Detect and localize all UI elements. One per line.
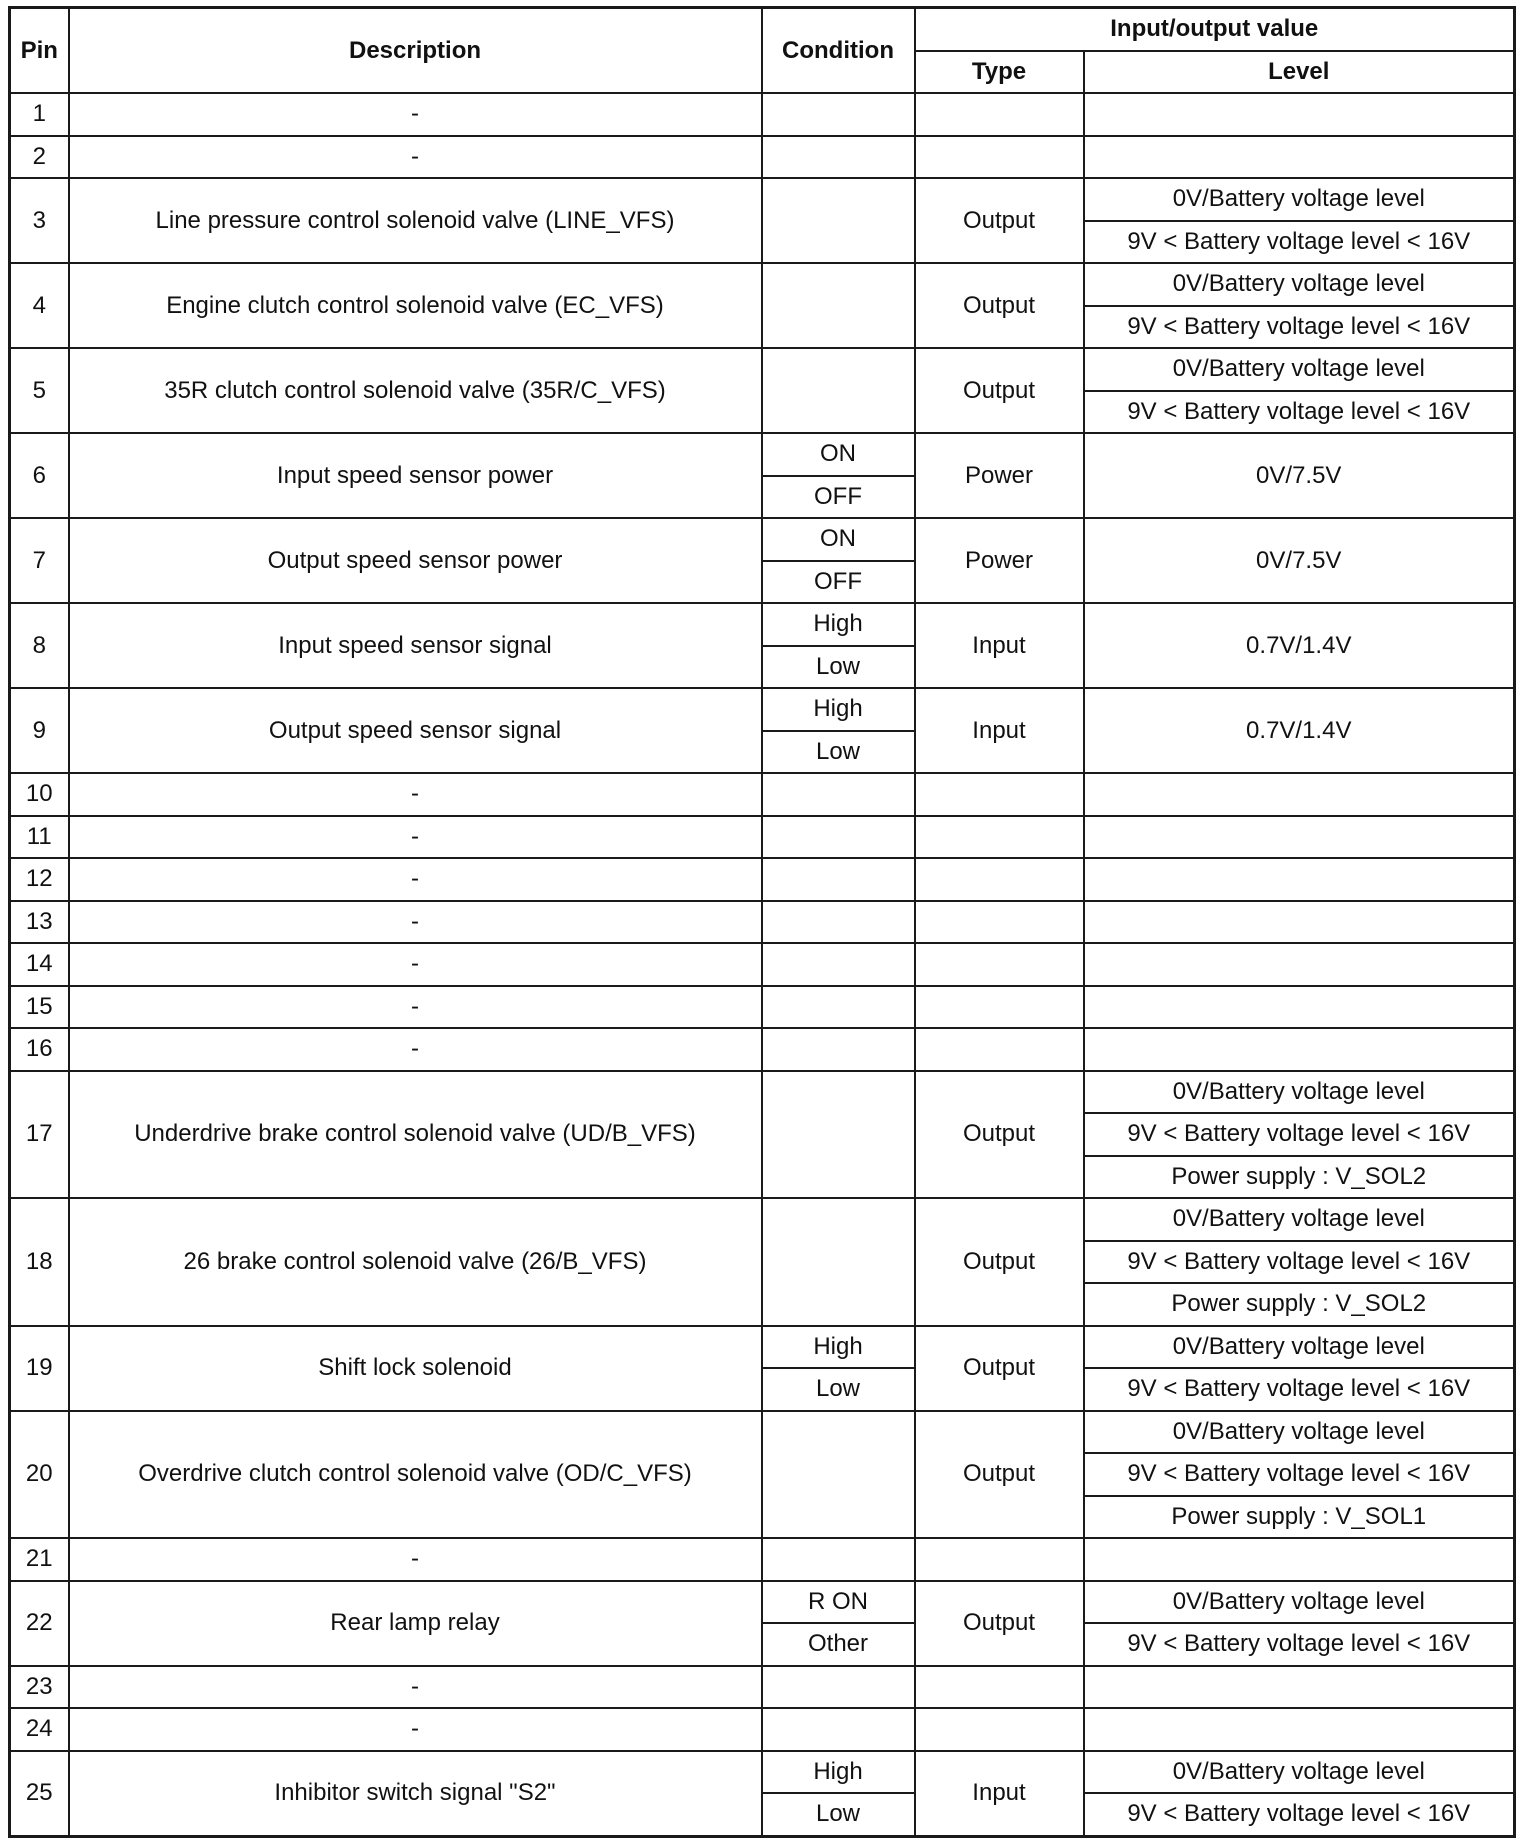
pin-cell: 22 — [10, 1581, 69, 1666]
table-row — [10, 1071, 1515, 1114]
condition-cell: Low — [762, 1368, 915, 1411]
pin-cell: 1 — [10, 93, 69, 136]
level-cell: 0V/Battery voltage level — [1084, 1411, 1515, 1454]
description-cell: - — [69, 816, 762, 859]
condition-cell — [762, 1538, 915, 1581]
type-cell — [915, 986, 1084, 1029]
type-cell — [915, 773, 1084, 816]
type-cell: Output — [915, 1581, 1084, 1666]
table-row — [10, 986, 1515, 1029]
header-condition: Condition — [762, 8, 915, 94]
level-cell — [1084, 986, 1515, 1029]
pin-cell: 2 — [10, 136, 69, 179]
level-cell: 9V < Battery voltage level < 16V — [1084, 221, 1515, 264]
condition-cell — [762, 1071, 915, 1199]
table-row — [10, 603, 1515, 646]
pin-cell: 12 — [10, 858, 69, 901]
condition-cell — [762, 93, 915, 136]
table-row — [10, 433, 1515, 476]
pin-cell: 17 — [10, 1071, 69, 1199]
table-header — [10, 8, 1515, 94]
level-cell: 9V < Battery voltage level < 16V — [1084, 1241, 1515, 1284]
pin-io-table — [8, 6, 1516, 1838]
type-cell — [915, 1666, 1084, 1709]
level-cell: 9V < Battery voltage level < 16V — [1084, 391, 1515, 434]
type-cell — [915, 901, 1084, 944]
description-cell: Output speed sensor signal — [69, 688, 762, 773]
condition-cell — [762, 816, 915, 859]
header-description: Description — [69, 8, 762, 94]
condition-cell — [762, 1028, 915, 1071]
level-cell: 0V/Battery voltage level — [1084, 1581, 1515, 1624]
type-cell: Input — [915, 688, 1084, 773]
header-pin: Pin — [10, 8, 69, 94]
level-cell: 9V < Battery voltage level < 16V — [1084, 1453, 1515, 1496]
condition-cell: High — [762, 688, 915, 731]
header-type: Type — [915, 51, 1084, 94]
condition-cell: High — [762, 1751, 915, 1794]
pin-cell: 3 — [10, 178, 69, 263]
header-level: Level — [1084, 51, 1515, 94]
level-cell: 0V/Battery voltage level — [1084, 348, 1515, 391]
description-cell: Output speed sensor power — [69, 518, 762, 603]
condition-cell: Low — [762, 1793, 915, 1836]
condition-cell — [762, 178, 915, 263]
condition-cell: High — [762, 603, 915, 646]
description-cell: - — [69, 1028, 762, 1071]
condition-cell: Low — [762, 731, 915, 774]
description-cell: Shift lock solenoid — [69, 1326, 762, 1411]
pin-cell: 25 — [10, 1751, 69, 1837]
description-cell: - — [69, 1666, 762, 1709]
table-row — [10, 773, 1515, 816]
pin-cell: 10 — [10, 773, 69, 816]
level-cell: 0V/Battery voltage level — [1084, 1326, 1515, 1369]
table-row — [10, 136, 1515, 179]
type-cell: Power — [915, 433, 1084, 518]
type-cell — [915, 1028, 1084, 1071]
type-cell: Output — [915, 263, 1084, 348]
pin-cell: 13 — [10, 901, 69, 944]
condition-cell: ON — [762, 518, 915, 561]
type-cell: Power — [915, 518, 1084, 603]
table-row — [10, 263, 1515, 306]
description-cell: - — [69, 1538, 762, 1581]
level-cell: 0V/Battery voltage level — [1084, 1198, 1515, 1241]
level-cell: 9V < Battery voltage level < 16V — [1084, 1113, 1515, 1156]
table-row — [10, 901, 1515, 944]
level-cell: 9V < Battery voltage level < 16V — [1084, 1623, 1515, 1666]
level-cell — [1084, 1028, 1515, 1071]
type-cell: Input — [915, 1751, 1084, 1837]
level-cell: 9V < Battery voltage level < 16V — [1084, 306, 1515, 349]
pin-cell: 20 — [10, 1411, 69, 1539]
type-cell: Output — [915, 1071, 1084, 1199]
description-cell: 35R clutch control solenoid valve (35R/C_VFS) — [69, 348, 762, 433]
table-row — [10, 816, 1515, 859]
level-cell — [1084, 93, 1515, 136]
description-cell: - — [69, 1708, 762, 1751]
level-cell: 0V/7.5V — [1084, 518, 1515, 603]
table-row — [10, 178, 1515, 221]
pin-cell: 11 — [10, 816, 69, 859]
condition-cell — [762, 263, 915, 348]
type-cell: Output — [915, 1198, 1084, 1326]
level-cell — [1084, 136, 1515, 179]
condition-cell — [762, 1198, 915, 1326]
type-cell — [915, 136, 1084, 179]
table-body — [10, 93, 1515, 1836]
level-cell — [1084, 943, 1515, 986]
pin-cell: 21 — [10, 1538, 69, 1581]
type-cell — [915, 1538, 1084, 1581]
pin-cell: 16 — [10, 1028, 69, 1071]
pin-cell: 14 — [10, 943, 69, 986]
type-cell: Output — [915, 1326, 1084, 1411]
pin-cell: 23 — [10, 1666, 69, 1709]
type-cell — [915, 93, 1084, 136]
level-cell: 0V/Battery voltage level — [1084, 1751, 1515, 1794]
level-cell: Power supply : V_SOL2 — [1084, 1283, 1515, 1326]
table-row — [10, 1198, 1515, 1241]
level-cell: 0V/Battery voltage level — [1084, 263, 1515, 306]
condition-cell — [762, 1411, 915, 1539]
description-cell: - — [69, 93, 762, 136]
description-cell: Engine clutch control solenoid valve (EC_VFS) — [69, 263, 762, 348]
description-cell: Underdrive brake control solenoid valve (UD/B_VFS) — [69, 1071, 762, 1199]
type-cell — [915, 858, 1084, 901]
level-cell — [1084, 1538, 1515, 1581]
condition-cell — [762, 858, 915, 901]
description-cell: Rear lamp relay — [69, 1581, 762, 1666]
table-row — [10, 1538, 1515, 1581]
level-cell — [1084, 901, 1515, 944]
condition-cell — [762, 986, 915, 1029]
level-cell — [1084, 773, 1515, 816]
level-cell: 0V/7.5V — [1084, 433, 1515, 518]
condition-cell: High — [762, 1326, 915, 1369]
level-cell: Power supply : V_SOL2 — [1084, 1156, 1515, 1199]
level-cell: Power supply : V_SOL1 — [1084, 1496, 1515, 1539]
table-row — [10, 943, 1515, 986]
description-cell: - — [69, 986, 762, 1029]
condition-cell: R ON — [762, 1581, 915, 1624]
table-row — [10, 1751, 1515, 1794]
pin-cell: 4 — [10, 263, 69, 348]
description-cell: - — [69, 901, 762, 944]
type-cell: Output — [915, 1411, 1084, 1539]
level-cell: 0.7V/1.4V — [1084, 603, 1515, 688]
table-row — [10, 93, 1515, 136]
description-cell: - — [69, 136, 762, 179]
type-cell: Output — [915, 348, 1084, 433]
description-cell: Input speed sensor power — [69, 433, 762, 518]
description-cell: Inhibitor switch signal "S2" — [69, 1751, 762, 1837]
condition-cell: OFF — [762, 561, 915, 604]
table-row — [10, 1028, 1515, 1071]
condition-cell — [762, 901, 915, 944]
table-row — [10, 1666, 1515, 1709]
description-cell: - — [69, 858, 762, 901]
pin-cell: 19 — [10, 1326, 69, 1411]
level-cell: 9V < Battery voltage level < 16V — [1084, 1793, 1515, 1836]
table-row — [10, 688, 1515, 731]
type-cell — [915, 816, 1084, 859]
header-io-group: Input/output value — [915, 8, 1515, 51]
table-row — [10, 1708, 1515, 1751]
condition-cell — [762, 1666, 915, 1709]
type-cell: Input — [915, 603, 1084, 688]
pin-cell: 8 — [10, 603, 69, 688]
table-row — [10, 1411, 1515, 1454]
table-row — [10, 1326, 1515, 1369]
table-row — [10, 858, 1515, 901]
pin-cell: 15 — [10, 986, 69, 1029]
level-cell — [1084, 1708, 1515, 1751]
type-cell: Output — [915, 178, 1084, 263]
level-cell: 9V < Battery voltage level < 16V — [1084, 1368, 1515, 1411]
level-cell — [1084, 858, 1515, 901]
description-cell: Input speed sensor signal — [69, 603, 762, 688]
pin-cell: 9 — [10, 688, 69, 773]
pin-cell: 24 — [10, 1708, 69, 1751]
level-cell: 0.7V/1.4V — [1084, 688, 1515, 773]
description-cell: Overdrive clutch control solenoid valve (OD/C_VFS) — [69, 1411, 762, 1539]
description-cell: - — [69, 773, 762, 816]
level-cell — [1084, 816, 1515, 859]
condition-cell — [762, 1708, 915, 1751]
pin-cell: 6 — [10, 433, 69, 518]
condition-cell: ON — [762, 433, 915, 476]
pin-cell: 18 — [10, 1198, 69, 1326]
condition-cell: OFF — [762, 476, 915, 519]
condition-cell — [762, 943, 915, 986]
level-cell: 0V/Battery voltage level — [1084, 1071, 1515, 1114]
condition-cell: Other — [762, 1623, 915, 1666]
condition-cell — [762, 773, 915, 816]
condition-cell — [762, 136, 915, 179]
pin-cell: 7 — [10, 518, 69, 603]
description-cell: 26 brake control solenoid valve (26/B_VFS) — [69, 1198, 762, 1326]
table-row — [10, 518, 1515, 561]
type-cell — [915, 943, 1084, 986]
condition-cell — [762, 348, 915, 433]
type-cell — [915, 1708, 1084, 1751]
description-cell: Line pressure control solenoid valve (LINE_VFS) — [69, 178, 762, 263]
level-cell — [1084, 1666, 1515, 1709]
condition-cell: Low — [762, 646, 915, 689]
level-cell: 0V/Battery voltage level — [1084, 178, 1515, 221]
pin-cell: 5 — [10, 348, 69, 433]
table-row — [10, 1581, 1515, 1624]
description-cell: - — [69, 943, 762, 986]
table-row — [10, 348, 1515, 391]
